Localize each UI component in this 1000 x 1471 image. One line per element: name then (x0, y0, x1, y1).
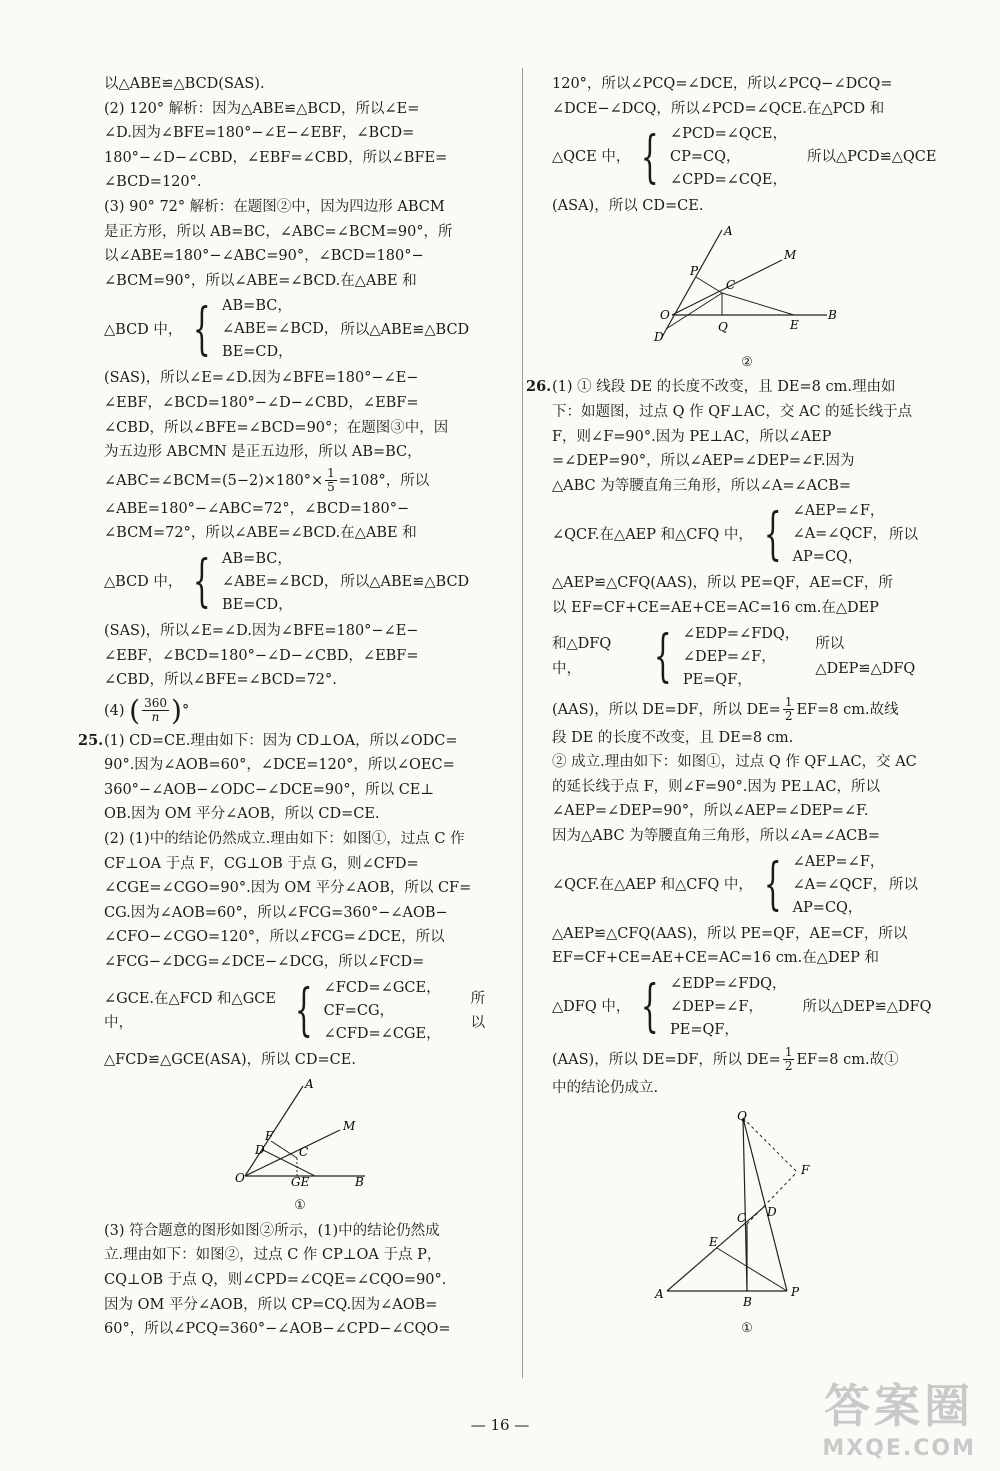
segment-ep (717, 1248, 787, 1291)
label-a: A (655, 1287, 664, 1302)
segment-qf (743, 1118, 797, 1172)
label-f: F (801, 1163, 810, 1178)
text-line: ∠CBD，所以∠BFE=∠BCD=90°；在题图③中，因 (104, 419, 449, 436)
equation-system (552, 973, 942, 1042)
label-a: A (724, 223, 733, 238)
label-c: C (299, 1145, 309, 1160)
fraction (783, 696, 795, 723)
system-row: ∠CFD=∠CGE， (323, 1025, 441, 1042)
label-q: Q (718, 319, 728, 334)
system-row: ∠EDP=∠FDQ， (682, 625, 800, 642)
segment-ce (722, 293, 794, 315)
brace-symbol: { (193, 549, 212, 615)
text-line: 因为 OM 平分∠AOB，所以 CP=CQ.因为∠AOB= (104, 1296, 438, 1313)
text-line: ∠ABE=180°−∠ABC=72°，∠BCD=180°− (104, 500, 410, 517)
brace-symbol: { (641, 124, 660, 190)
system-row: ∠A=∠QCF， (792, 876, 888, 893)
text-line: ∠CBD，所以∠BFE=∠BCD=72°. (104, 672, 337, 689)
fraction-denominator: 2 (784, 709, 793, 724)
text-line: 180°−∠D−∠CBD，∠EBF=∠CBD，所以∠BFE= (104, 149, 448, 166)
system-prefix: ∠GCE.在△FCD 和△GCE 中， (104, 990, 276, 1032)
text-line: 下：如题图，过点 Q 作 QF⊥AC，交 AC 的延长线于点 (552, 403, 913, 420)
text-line: ∠BCM=72°，所以∠ABE=∠BCD.在△ABE 和 (104, 525, 417, 542)
text-line: ∠CGE=∠CGO=90°.因为 OM 平分∠AOB，所以 CF= (104, 880, 472, 897)
system-prefix: 和△DFQ 中， (552, 636, 612, 678)
brace-symbol: { (763, 501, 782, 567)
system-row: ∠DEP=∠F， (669, 998, 763, 1015)
fraction-prefix: (AAS)，所以 DE=DF，所以 DE= (552, 701, 781, 718)
fraction-numerator: 1 (784, 1045, 793, 1060)
fraction (142, 697, 169, 724)
ray-oa (662, 230, 722, 337)
text-line: ∠D.因为∠BFE=180°−∠E−∠EBF，∠BCD= (104, 125, 415, 142)
text-line: ② 成立.理由如下：如图①，过点 Q 作 QF⊥AC，交 AC (552, 754, 917, 771)
text-line: ∠AEP=∠DEP=90°，所以∠AEP=∠DEP=∠F. (552, 803, 869, 820)
text-line: (2) 120° 解析：因为△ABE≌△BCD，所以∠E= (104, 100, 420, 117)
text-line: OB.因为 OM 平分∠AOB，所以 CD=CE. (104, 806, 380, 823)
system-row: AB=BC， (222, 298, 292, 315)
column-divider (522, 68, 523, 1378)
label-d: D (255, 1143, 265, 1158)
paren-right: ) (171, 693, 182, 727)
brace-symbol: { (654, 624, 672, 690)
text-line: (3) 90° 72° 解析：在题图②中，因为四边形 ABCM (104, 198, 445, 215)
equation-system (104, 977, 496, 1046)
text-line: 120°，所以∠PCQ=∠DCE，所以∠PCQ−∠DCQ= (552, 76, 893, 92)
label-p: P (791, 1285, 800, 1300)
equation-system (552, 123, 942, 192)
fraction-denominator: 2 (784, 1059, 793, 1074)
fraction-numerator: 360 (144, 696, 167, 711)
page-number: — 16 — (470, 1416, 530, 1434)
brace-symbol: { (641, 974, 660, 1040)
system-row: AP=CQ， (792, 549, 863, 566)
text-line: ∠CFO−∠CGO=120°，所以∠FCG=∠DCE，所以 (104, 929, 445, 946)
system-row: AP=CQ， (792, 899, 863, 916)
equation-system (552, 500, 942, 569)
system-suffix: 所以△ABE≌△BCD (340, 574, 470, 591)
text-line: 立.理由如下：如图②，过点 C 作 CP⊥OA 于点 P， (104, 1247, 442, 1264)
system-row: ∠ABE=∠BCD， (222, 573, 339, 590)
system-suffix: 所以 (889, 876, 919, 893)
label-o: O (660, 307, 670, 322)
system-suffix: 所以△DEP≌△DFQ (802, 998, 932, 1015)
label-o: O (235, 1171, 245, 1186)
label-f: F (265, 1129, 274, 1144)
equation-system (104, 548, 496, 617)
figure-2-geometry (652, 225, 842, 345)
system-row: PE=QF， (682, 671, 752, 688)
text-line: EF=CF+CE=AE+CE=AC=16 cm.在△DEP 和 (552, 950, 879, 967)
system-suffix: 所以△PCD≌△QCE (806, 149, 937, 166)
text-span: (1) ① 线段 DE 的长度不改变，且 DE=8 cm.理由如 (552, 379, 896, 396)
brace-symbol: { (763, 852, 782, 917)
system-row: BE=CD， (222, 344, 293, 361)
figure-3-geometry (647, 1106, 847, 1311)
label-b: B (743, 1295, 752, 1310)
figure-1-geometry (225, 1078, 375, 1188)
system-row: ∠PCD=∠QCE， (669, 126, 787, 143)
segment-dc (666, 293, 722, 329)
text-line: 为五边形 ABCMN 是正五边形，所以 AB=BC， (104, 444, 422, 461)
label-c: C (726, 277, 736, 292)
system-suffix: 所以△DEP≌△DFQ (815, 636, 916, 678)
system-suffix: 所以 (470, 990, 486, 1032)
watermark-text: 答案圈 (824, 1379, 975, 1433)
fraction (783, 1046, 795, 1073)
system-prefix: △DFQ 中， (552, 998, 631, 1015)
system-row: ∠A=∠QCF， (792, 526, 888, 543)
text-line: CQ⊥OB 于点 Q，则∠CPD=∠CQE=∠CQO=90°. (104, 1272, 447, 1288)
text-line: 以∠ABE=180°−∠ABC=90°，∠BCD=180°− (104, 248, 424, 265)
label-b: B (355, 1175, 364, 1190)
system-row: ∠EDP=∠FDQ， (669, 975, 787, 992)
label-m: M (343, 1119, 356, 1134)
system-suffix: 所以 (889, 526, 919, 543)
segment-cp (696, 277, 722, 293)
fraction (325, 467, 337, 494)
question-number: 26. (526, 378, 552, 396)
system-row: CP=CQ， (669, 149, 741, 166)
text-line: 90°.因为∠AOB=60°，∠DCE=120°，所以∠OEC= (104, 757, 455, 774)
text-line: ∠BCD=120°. (104, 174, 202, 191)
label-q: Q (737, 1109, 747, 1124)
text-line: ∠BCM=90°，所以∠ABE=∠BCD.在△ABE 和 (104, 272, 417, 289)
equation-system (104, 295, 496, 364)
text-line: ∠EBF，∠BCD=180°−∠D−∠CBD，∠EBF= (104, 394, 419, 411)
equation-system (552, 851, 942, 920)
fraction-suffix: =108°，所以 (338, 472, 430, 489)
fraction-suffix: EF=8 cm.故① (796, 1051, 899, 1068)
text-line: (SAS)，所以∠E=∠D.因为∠BFE=180°−∠E− (104, 622, 419, 639)
system-row: ∠DEP=∠F， (682, 648, 776, 665)
label-c: C (737, 1211, 747, 1226)
text-line: ∠EBF，∠BCD=180°−∠D−∠CBD，∠EBF= (104, 647, 419, 664)
text-line: △AEP≌△CFQ(AAS)，所以 PE=QF，AE=CF，所以 (552, 925, 908, 942)
watermark-logo (822, 1370, 976, 1461)
text-line: 是正方形，所以 AB=BC，∠ABC=∠BCM=90°，所 (104, 223, 453, 240)
text-span: (1) CD=CE.理由如下：因为 CD⊥OA，所以∠ODC= (104, 732, 458, 749)
text-line: 360°−∠AOB−∠ODC−∠DCE=90°，所以 CE⊥ (104, 781, 435, 798)
equation-system (552, 623, 942, 692)
system-row: PE=QF， (669, 1021, 739, 1038)
text-line: CG.因为∠AOB=60°，所以∠FCG=360°−∠AOB− (104, 904, 448, 921)
label-b: B (828, 307, 837, 322)
fraction-line (104, 465, 496, 497)
degree-sign: ° (181, 702, 190, 719)
system-row: ∠AEP=∠F， (792, 853, 885, 870)
label-d: D (767, 1205, 777, 1220)
system-prefix: △QCE 中， (552, 149, 631, 166)
label-a: A (305, 1077, 314, 1092)
system-prefix: ∠QCF.在△AEP 和△CFQ 中， (552, 876, 753, 893)
text-line: △ABC 为等腰直角三角形，所以∠A=∠ACB= (552, 477, 852, 494)
paren-left: ( (129, 693, 141, 727)
text-line: ∠FCG−∠DCG=∠DCE−∠DCG，所以∠FCD= (104, 954, 425, 971)
figure-label: ② (741, 354, 753, 370)
figure-label: ① (741, 1321, 753, 1337)
text-line: CF⊥OA 于点 F，CG⊥OB 于点 G，则∠CFD= (104, 855, 419, 872)
fraction-prefix: (AAS)，所以 DE=DF，所以 DE= (552, 1051, 781, 1068)
text-line: 段 DE 的长度不改变，且 DE=8 cm. (552, 729, 794, 746)
fraction-line (104, 693, 496, 729)
label-e: E (709, 1235, 718, 1250)
figure-label: ① (294, 1198, 306, 1214)
text-line: =∠DEP=90°，所以∠AEP=∠DEP=∠F.因为 (552, 453, 855, 470)
system-row: ∠CPD=∠CQE， (669, 172, 787, 189)
text-line (526, 375, 942, 400)
brace-symbol: { (193, 296, 212, 362)
system-suffix: 所以△ABE≌△BCD (340, 321, 470, 338)
system-prefix: △BCD 中， (104, 321, 183, 338)
item-number: (4) (104, 702, 125, 719)
question-number: 25. (78, 731, 104, 749)
text-line: △AEP≌△CFQ(AAS)，所以 PE=QF，AE=CF，所 (552, 575, 893, 592)
watermark-url: MXQE.COM (822, 1436, 976, 1461)
system-row: ∠ABE=∠BCD， (222, 321, 339, 338)
fraction-denominator: n (151, 710, 160, 725)
text-line: 以△ABE≌△BCD(SAS). (104, 76, 265, 92)
text-line: 的延长线于点 F，则∠F=90°.因为 PE⊥AC，所以 (552, 778, 880, 795)
text-line: (ASA)，所以 CD=CE. (552, 198, 704, 215)
right-column (526, 72, 942, 1342)
fraction-numerator: 1 (327, 466, 335, 481)
system-row: CF=CG， (323, 1002, 395, 1019)
text-line: F，则∠F=90°.因为 PE⊥AC，所以∠AEP (552, 428, 832, 445)
text-line: 中的结论仍成立. (552, 1079, 659, 1096)
text-line: 以 EF=CF+CE=AE+CE=AC=16 cm.在△DEP (552, 599, 879, 616)
label-ge: GE (291, 1175, 310, 1190)
system-row: BE=CD， (222, 596, 293, 613)
label-m: M (784, 247, 797, 262)
system-prefix: ∠QCF.在△AEP 和△CFQ 中， (552, 526, 753, 543)
system-row: ∠AEP=∠F， (792, 503, 885, 520)
label-p: P (690, 263, 699, 278)
system-row: AB=BC， (222, 550, 292, 567)
text-line (78, 729, 496, 754)
text-line: 因为△ABC 为等腰直角三角形，所以∠A=∠ACB= (552, 827, 881, 844)
fraction-suffix: EF=8 cm.故线 (796, 701, 899, 718)
text-line: ∠DCE−∠DCQ，所以∠PCD=∠QCE.在△PCD 和 (552, 100, 885, 117)
text-line: (3) 符合题意的图形如图②所示，(1)中的结论仍然成 (104, 1222, 440, 1239)
label-d: D (654, 329, 664, 344)
brace-symbol: { (294, 978, 313, 1044)
fraction-numerator: 1 (784, 695, 793, 710)
text-line: 60°，所以∠PCQ=360°−∠AOB−∠CPD−∠CQO= (104, 1321, 451, 1338)
segment-qp (743, 1118, 787, 1291)
fraction-denominator: 5 (327, 480, 335, 495)
fraction-prefix: ∠ABC=∠BCM=(5−2)×180°× (104, 472, 324, 489)
left-column (78, 72, 496, 1342)
text-line: (2) (1)中的结论仍然成立.理由如下：如图①，过点 C 作 (104, 831, 465, 848)
system-row: ∠FCD=∠GCE， (323, 979, 441, 996)
fraction-line (552, 694, 942, 726)
system-prefix: △BCD 中， (104, 574, 183, 591)
fraction-line (552, 1044, 942, 1076)
label-e: E (790, 317, 799, 332)
text-line: (SAS)，所以∠E=∠D.因为∠BFE=180°−∠E− (104, 370, 419, 387)
text-line: △FCD≌△GCE(ASA)，所以 CD=CE. (104, 1051, 356, 1068)
